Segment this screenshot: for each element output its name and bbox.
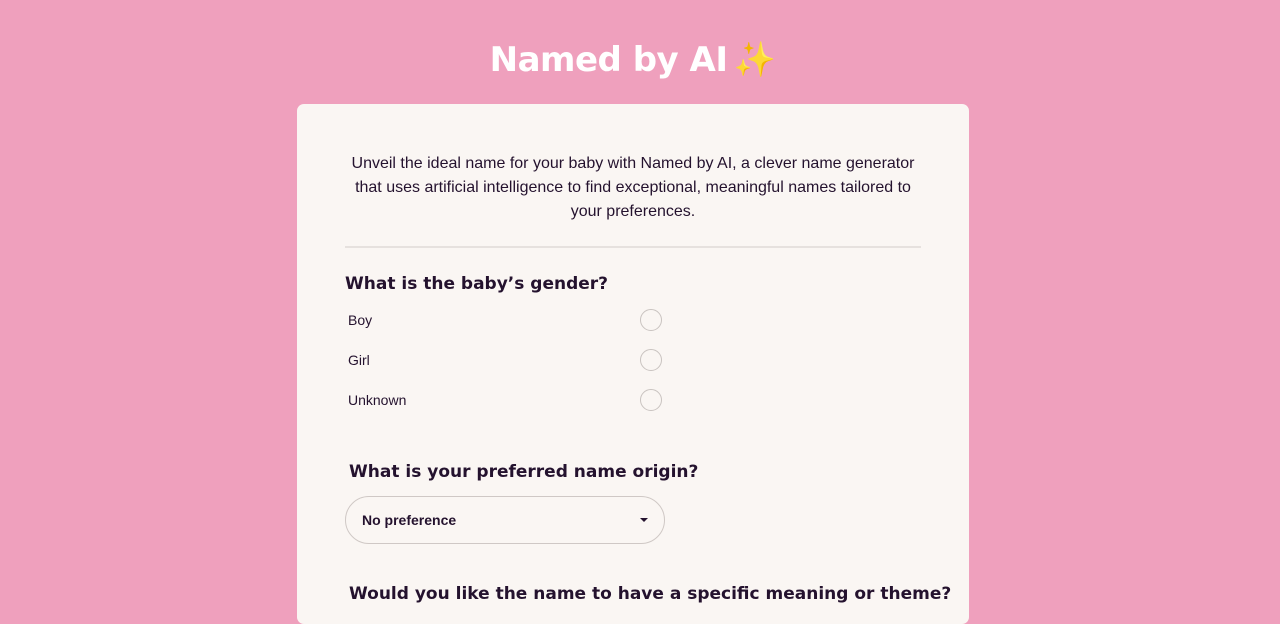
gender-option-label: Unknown (348, 392, 407, 408)
gender-option-boy[interactable] (348, 307, 662, 333)
sparkles-icon: ✨ (733, 40, 776, 80)
gender-option-label: Boy (348, 312, 373, 328)
form-card (297, 104, 969, 624)
gender-option-unknown[interactable] (348, 387, 662, 413)
page-title-text: Named by AI (489, 40, 728, 80)
origin-question: What is your preferred name origin? (349, 462, 699, 482)
radio-button[interactable] (640, 309, 662, 331)
origin-select[interactable] (345, 496, 665, 544)
intro-text: Unveil the ideal name for your baby with Named by AI, a clever name generator that uses artificial intelligence to find exceptional, meaningful names tailored to your preferences. (351, 155, 915, 220)
radio-button[interactable] (640, 389, 662, 411)
gender-question: What is the baby’s gender? (345, 274, 609, 294)
radio-button[interactable] (640, 349, 662, 371)
origin-select-value: No preference (362, 512, 457, 528)
divider (345, 246, 921, 248)
gender-option-label: Girl (348, 352, 370, 368)
page-title (0, 40, 1265, 80)
caret-down-icon (640, 518, 648, 522)
gender-option-girl[interactable] (348, 347, 662, 373)
meaning-question: Would you like the name to have a specific meaning or theme? (349, 584, 952, 604)
